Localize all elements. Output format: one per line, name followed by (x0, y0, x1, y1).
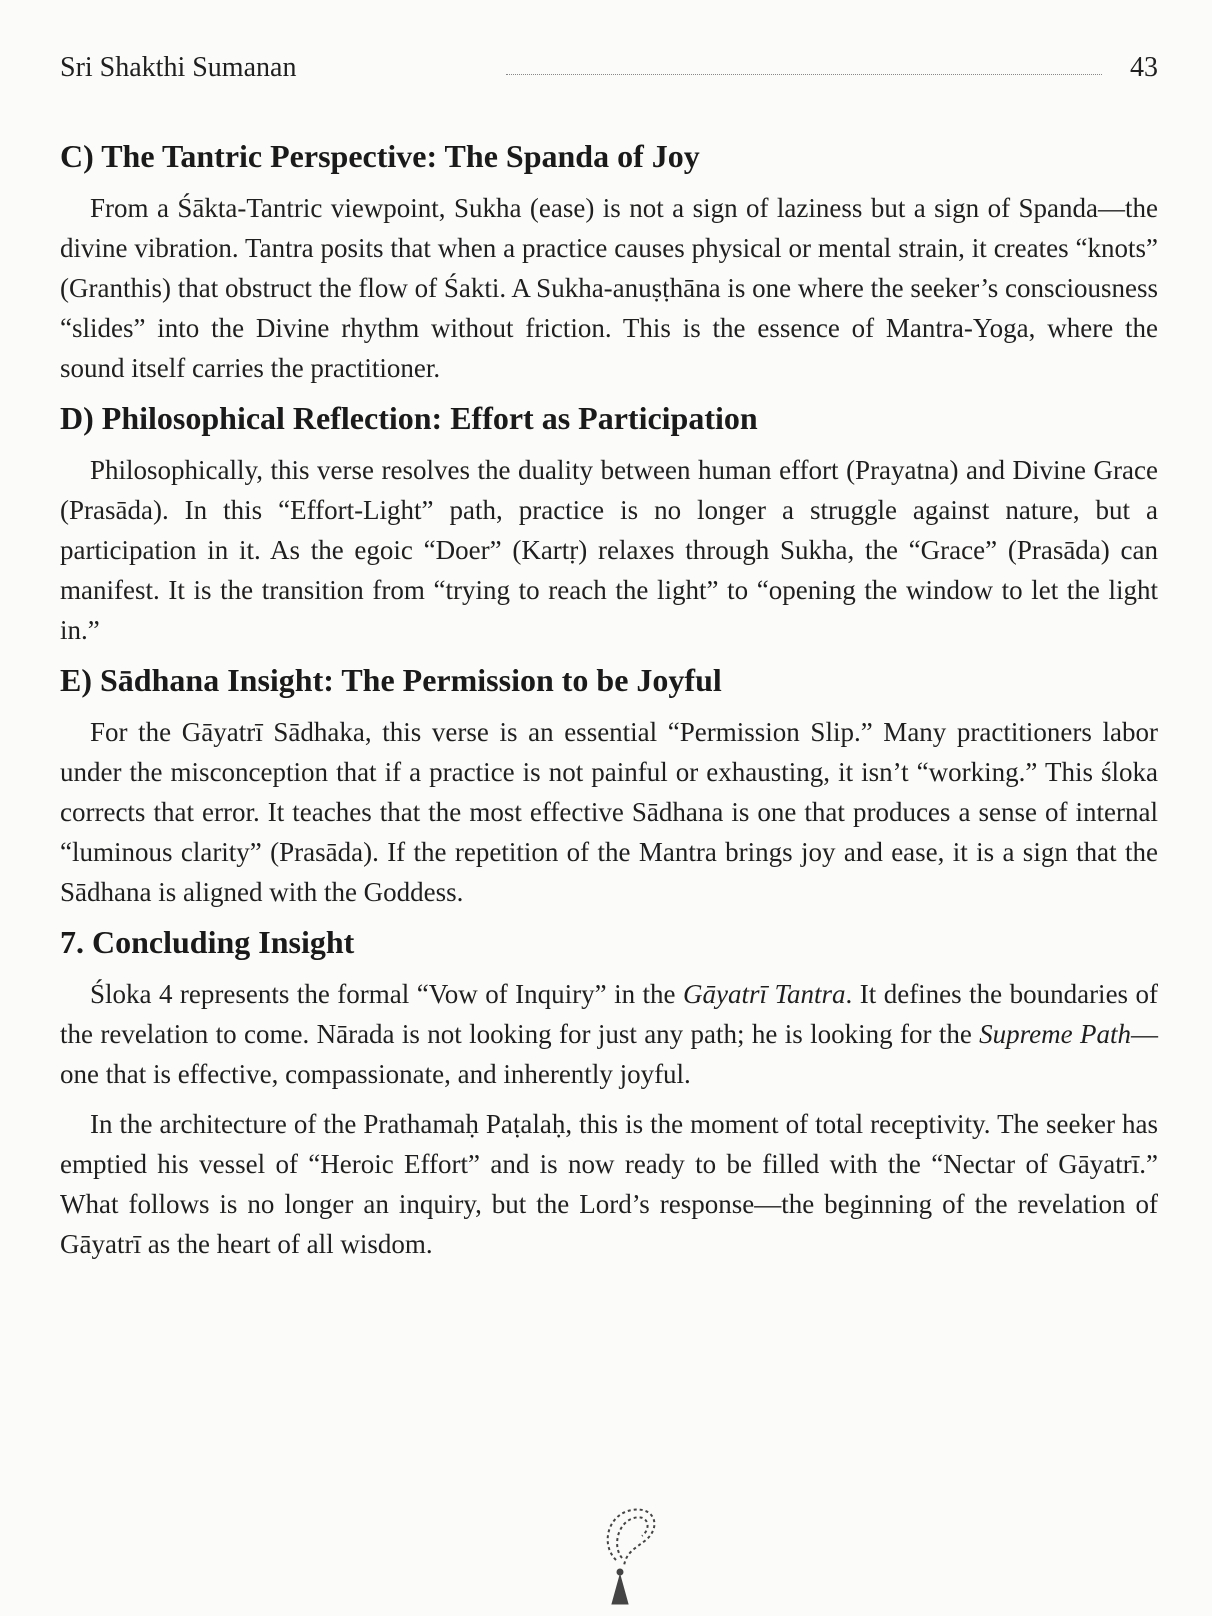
section-sadhana-insight (60, 660, 1158, 912)
italic-book-title: Gāyatrī Tantra (683, 979, 846, 1009)
running-header (60, 48, 1158, 88)
italic-emphasis: Supreme Path (979, 1019, 1131, 1049)
text-run: Śloka 4 represents the formal “Vow of Inquiry” in the (90, 979, 684, 1009)
section-heading: E) Sādhana Insight: The Permission to be Joyful (60, 662, 722, 698)
book-page (60, 0, 1158, 1616)
body-paragraph: Philosophically, this verse resolves the duality between human effort (Prayatna) and Divine Grace (Prasāda). In this “Effort-Light” path, practice is no longer a struggle against nature, but a participation in it. As the egoic “Doer” (Kartṛ) relaxes through Sukha, the “Grace” (Prasāda) can manifest. It is the transition from “trying to reach the light” to “opening the window to let the light in.” (60, 455, 1158, 645)
section-tantric-perspective (60, 136, 1158, 388)
section-philosophical-reflection (60, 398, 1158, 650)
body-paragraph: From a Śākta-Tantric viewpoint, Sukha (ease) is not a sign of laziness but a sign of Spanda—the divine vibration. Tantra posits that when a practice causes physical or mental strain, it creates “knots” (Granthis) that obstruct the flow of Śakti. A Sukha-anuṣṭhāna is one where the seeker’s consciousness “slides” into the Divine rhythm without friction. This is the essence of Mantra-Yoga, where the sound itself carries the practitioner. (60, 193, 1159, 383)
beads-loop (608, 1509, 655, 1566)
section-heading: C) The Tantric Perspective: The Spanda of Joy (60, 138, 700, 174)
section-heading: 7. Concluding Insight (60, 924, 355, 960)
text-run: —one that is effective, compassionate, and inherently joyful. (60, 1019, 1158, 1089)
page-content (60, 136, 1158, 1274)
page-number: 43 (1130, 52, 1158, 83)
body-paragraph (60, 974, 1158, 1094)
tassel (612, 1569, 628, 1604)
dotted-leader (506, 74, 1102, 75)
section-heading: D) Philosophical Reflection: Effort as Participation (60, 400, 758, 436)
section-concluding-insight (60, 922, 1158, 1264)
text-run: . It defines the boundaries of the revelation to come. Nārada is not looking for just any path; he is looking for the (60, 979, 1159, 1049)
body-paragraph: For the Gāyatrī Sādhaka, this verse is an essential “Permission Slip.” Many practitioners labor under the misconception that if a practice is not painful or exhausting, it isn’t “working.” This śloka corrects that error. It teaches that the most effective Sādhana is one that produces a sense of internal “luminous clarity” (Prasāda). If the repetition of the Mantra brings joy and ease, it is a sign that the Sādhana is aligned with the Goddess. (60, 717, 1158, 907)
prayer-beads-icon (582, 1500, 672, 1610)
body-paragraph: In the architecture of the Prathamaḥ Paṭalaḥ, this is the moment of total receptivity. The seeker has emptied his vessel of “Heroic Effort” and is now ready to be filled with the “Nectar of Gāyatrī.” What follows is no longer an inquiry, but the Lord’s response—the beginning of the revelation of Gāyatrī as the heart of all wisdom. (60, 1109, 1158, 1259)
book-title: Sri Shakthi Sumanan (60, 52, 297, 83)
